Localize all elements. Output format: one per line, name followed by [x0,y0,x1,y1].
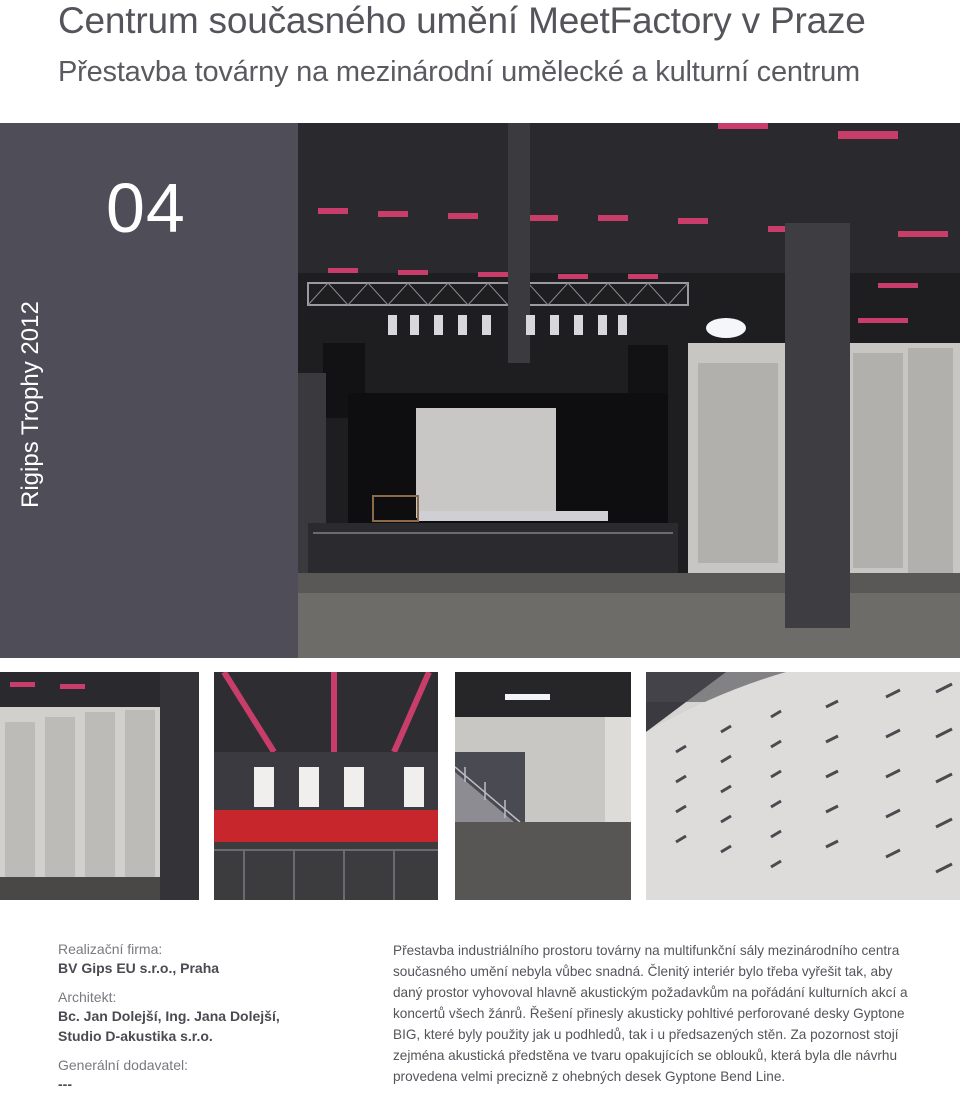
competition-label: Rigips Trophy 2012 [17,301,44,508]
company-value: BV Gips EU s.r.o., Praha [58,960,220,976]
architect-value-1: Bc. Jan Dolejší, Ing. Jana Dolejší, [58,1008,280,1024]
credits-block [58,940,358,1104]
contractor-label: Generální dodavatel: [58,1057,188,1073]
thumbnail-photo-4 [646,672,960,900]
page-title: Centrum současného umění MeetFactory v Praze [58,0,866,41]
company-label: Realizační firma: [58,941,163,957]
main-photo [298,123,960,658]
thumbnail-photo-3 [455,672,631,900]
architect-label: Architekt: [58,989,117,1005]
page-subtitle: Přestavba továrny na mezinárodní umělecké a kulturní centrum [58,56,861,88]
issue-number: 04 [106,169,186,247]
thumbnail-photo-2 [214,672,438,900]
project-description: Přestavba industriálního prostoru továrny na multifunkční sály mezinárodního centra současného umění nebyla vůbec snadná. Členitý interiér bylo třeba vyřešit tak, aby daný prostor vyhovoval hlavně akustickým požadavkům na pořádání kulturních akcí a koncertů všech žánrů. Řešení přinesly akusticky pohltivé perforované desky Gyptone BIG, které byly použity jak u podhledů, tak i u předsazených stěn. Za pozornost stojí zejména akustická předstěna ve tvaru opakujících se oblouků, která byla dle návrhu provedena velmi precizně z ohebných desek Gyptone Bend Line. [393,943,908,1084]
contractor-value: --- [58,1076,72,1092]
thumbnail-photo-1 [0,672,199,900]
architect-value-2: Studio D-akustika s.r.o. [58,1028,213,1044]
